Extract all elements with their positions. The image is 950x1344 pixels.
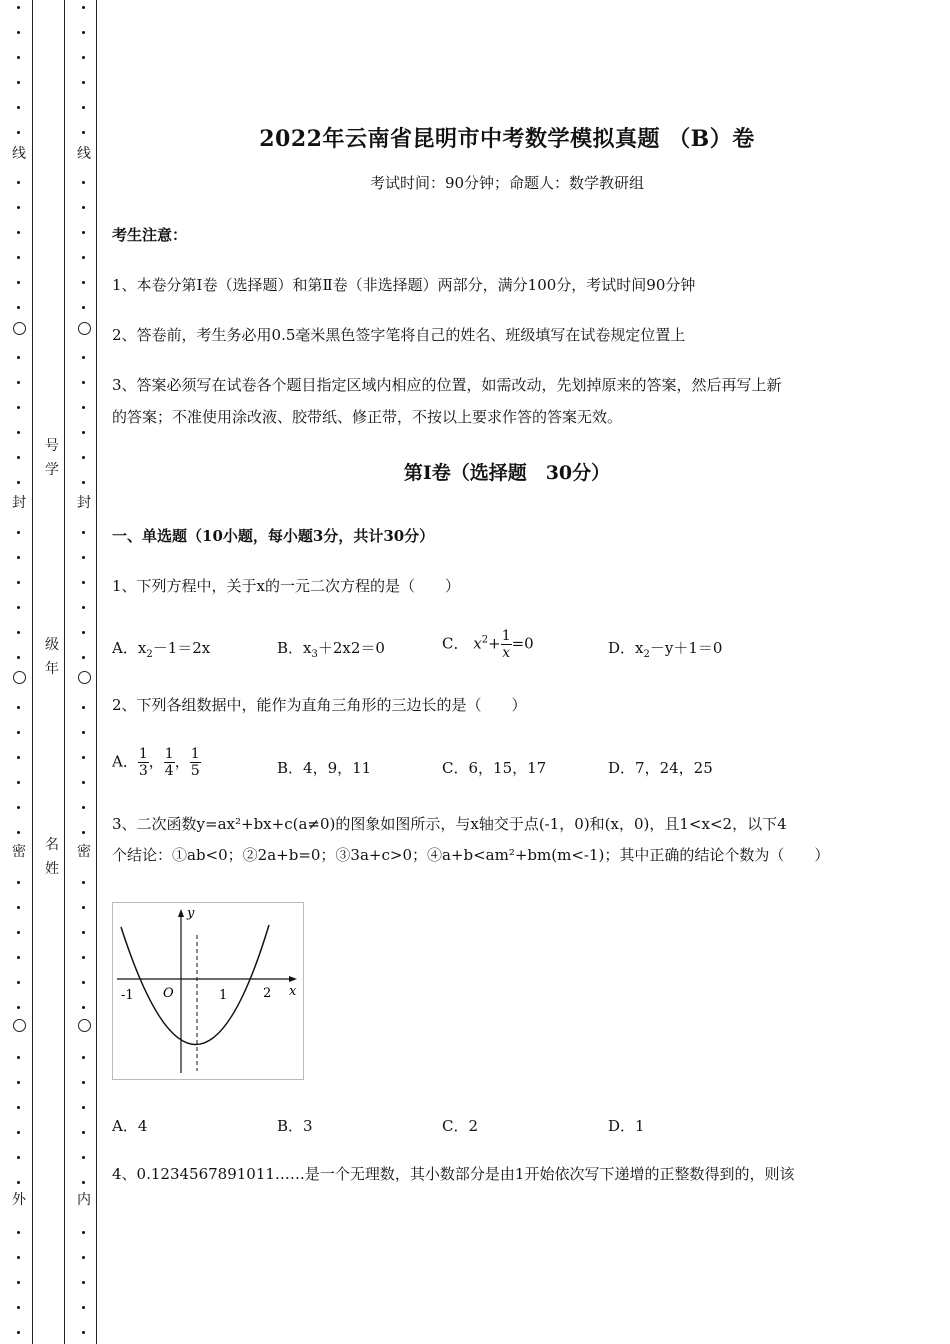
- label-char: 学: [45, 462, 59, 478]
- circle-mark: [78, 1019, 91, 1032]
- student-number-label: [40, 434, 64, 482]
- label-char: 号: [45, 438, 59, 454]
- cut-dot: [17, 281, 20, 284]
- notice-item-3-line-2: 的答案；不准使用涂改液、胶带纸、修正带，不按以上要求作答的答案无效。: [112, 408, 623, 426]
- seal-mark-line-outer: 线: [12, 146, 26, 162]
- circle-mark: [13, 322, 26, 335]
- question-1-option-d: D．$x_2-y+1=0$: [608, 639, 723, 660]
- circle-mark: [78, 671, 91, 684]
- cut-dot: [82, 1106, 85, 1109]
- cut-dot: [17, 1231, 20, 1234]
- cut-dot: [82, 231, 85, 234]
- cut-dot: [17, 206, 20, 209]
- cut-dot: [17, 481, 20, 484]
- cut-dot: [17, 131, 20, 134]
- cut-dot: [17, 556, 20, 559]
- cut-dot: [17, 381, 20, 384]
- label-char: 级: [45, 637, 59, 653]
- cut-dot: [17, 456, 20, 459]
- seal-mark-line-inner: 线: [77, 146, 91, 162]
- notice-heading: 考生注意：: [112, 226, 188, 244]
- question-2-option-d: D．7，24，25: [608, 759, 713, 777]
- cut-dot: [17, 906, 20, 909]
- cut-dot: [17, 306, 20, 309]
- cut-dot: [82, 1006, 85, 1009]
- cut-dot: [17, 1181, 20, 1184]
- question-1-option-a: A．$x_2-1=2x$: [112, 639, 211, 660]
- cut-dot: [17, 406, 20, 409]
- circle-mark: [13, 671, 26, 684]
- cut-dot: [82, 256, 85, 259]
- option-text: x: [137, 639, 147, 657]
- question-2-stem: 2、下列各组数据中，能作为直角三角形的三边长的是（ ）: [112, 696, 527, 714]
- question-3-option-b: B．3: [277, 1117, 313, 1135]
- grade-label: [40, 633, 64, 681]
- notice-item-1: 1、本卷分第Ⅰ卷（选择题）和第Ⅱ卷（非选择题）两部分，满分100分，考试时间90分钟: [112, 276, 696, 294]
- cut-dot: [17, 106, 20, 109]
- exam-subtitle: 考试时间：90分钟；命题人：数学教研组: [369, 174, 645, 192]
- cut-dot: [17, 1006, 20, 1009]
- cut-dot: [17, 1106, 20, 1109]
- parabola-graph-svg: [113, 903, 303, 1079]
- cut-dot: [17, 1156, 20, 1159]
- cut-dot: [17, 606, 20, 609]
- question-3-option-c: C．2: [442, 1117, 479, 1135]
- question-2-option-b: B．4，9，11: [277, 759, 372, 777]
- fraction-denominator: 5: [190, 763, 200, 779]
- cut-dot: [82, 931, 85, 934]
- cut-dot: [82, 706, 85, 709]
- question-1-option-c: C． $x^2+$ $\frac{1}{x}$ =0: [442, 628, 534, 661]
- cut-dot: [17, 1331, 20, 1334]
- gutter-line-middle: [64, 0, 65, 1344]
- cut-dot: [17, 1281, 20, 1284]
- cut-dot: [82, 531, 85, 534]
- y-axis-label: y: [187, 906, 195, 921]
- cut-dot: [82, 456, 85, 459]
- option-label: B．: [277, 639, 304, 657]
- cut-dot: [17, 581, 20, 584]
- cut-dot: [82, 881, 85, 884]
- cut-dot: [17, 31, 20, 34]
- cut-dot: [82, 356, 85, 359]
- cut-dot: [17, 231, 20, 234]
- origin-label: O: [163, 986, 174, 1001]
- cut-dot: [82, 756, 85, 759]
- cut-dot: [17, 1081, 20, 1084]
- cut-dot: [17, 831, 20, 834]
- cut-dot: [82, 56, 85, 59]
- cut-dot: [17, 431, 20, 434]
- cut-dot: [17, 256, 20, 259]
- part-heading: 一、单选题（10小题，每小题3分，共计30分）: [112, 527, 435, 545]
- cut-dot: [17, 656, 20, 659]
- cut-dot: [82, 6, 85, 9]
- cut-dot: [17, 56, 20, 59]
- option-label: D．: [608, 639, 636, 657]
- cut-dot: [82, 656, 85, 659]
- cut-dot: [82, 81, 85, 84]
- name-label: [40, 833, 64, 881]
- seal-mark-secret-inner: 密: [77, 844, 91, 860]
- notice-item-3-line-1: 3、答案必须写在试卷各个题目指定区域内相应的位置，如需改动，先划掉原来的答案，然后再写上新: [112, 376, 782, 394]
- cut-dot: [82, 631, 85, 634]
- question-4-stem: 4、0.1234567891011……是一个无理数，其小数部分是由1开始依次写下递增的正整数得到的，则该: [112, 1165, 795, 1183]
- notice-item-2: 2、答卷前，考生务必用0.5毫米黑色签字笔将自己的姓名、班级填写在试卷规定位置上: [112, 326, 686, 344]
- cut-dot: [82, 1131, 85, 1134]
- exam-title: 2022年云南省昆明市中考数学模拟真题 （B）卷: [259, 126, 755, 152]
- tick-label-neg1: -1: [121, 988, 134, 1003]
- fraction-denominator: 3: [138, 763, 148, 779]
- cut-dot: [82, 806, 85, 809]
- cut-dot: [17, 806, 20, 809]
- label-char: 姓: [45, 861, 59, 877]
- cut-dot: [17, 356, 20, 359]
- cut-dot: [82, 281, 85, 284]
- cut-dot: [82, 1081, 85, 1084]
- label-char: 年: [45, 661, 59, 677]
- cut-dot: [82, 1331, 85, 1334]
- x-axis-label: x: [289, 984, 297, 999]
- cut-dot: [17, 731, 20, 734]
- fraction-numerator: 1: [138, 746, 148, 762]
- cut-dot: [17, 1131, 20, 1134]
- cut-dot: [82, 1256, 85, 1259]
- cut-dot: [82, 481, 85, 484]
- question-2-option-c: C．6，15，17: [442, 759, 547, 777]
- cut-dot: [17, 881, 20, 884]
- seal-mark-inside: 内: [77, 1192, 91, 1208]
- tick-label-2: 2: [263, 986, 272, 1001]
- cut-dot: [82, 1306, 85, 1309]
- cut-dot: [82, 1181, 85, 1184]
- cut-dot: [17, 781, 20, 784]
- cut-dot: [17, 81, 20, 84]
- section-title: 第Ⅰ卷（选择题 30分）: [403, 462, 611, 484]
- question-3-stem-line-1: 3、二次函数y=ax²+bx+c(a≠0)的图象如图所示，与x轴交于点(-1，0)和(x，0)，且1<x<2，以下4: [112, 815, 787, 833]
- gutter-line-inner: [96, 0, 97, 1344]
- cut-dot: [82, 781, 85, 784]
- question-3-option-d: D．1: [608, 1117, 645, 1135]
- seal-mark-secret-outer: 密: [12, 844, 26, 860]
- question-3-option-a: A．4: [112, 1117, 148, 1135]
- parabola-curve: [121, 925, 272, 1045]
- circle-mark: [13, 1019, 26, 1032]
- cut-dot: [17, 931, 20, 934]
- gutter-line-outer: [32, 0, 33, 1344]
- tick-label-1: 1: [219, 988, 228, 1003]
- option-label: A．: [112, 639, 138, 657]
- cut-dot: [82, 106, 85, 109]
- cut-dot: [82, 181, 85, 184]
- question-3-stem-line-2: 个结论：①ab<0；②2a+b=0；③3a+c>0；④a+b<am²+bm(m<-1)；其中正确的结论个数为（ ）: [112, 846, 830, 864]
- x-axis-arrow: [289, 976, 297, 982]
- cut-dot: [82, 581, 85, 584]
- seal-mark-seal-outer: 封: [12, 495, 26, 511]
- cut-dot: [82, 306, 85, 309]
- parabola-graph: [112, 902, 304, 1080]
- cut-dot: [82, 831, 85, 834]
- cut-dot: [82, 1231, 85, 1234]
- cut-dot: [17, 756, 20, 759]
- cut-dot: [17, 706, 20, 709]
- seal-mark-outside: 外: [12, 1192, 26, 1208]
- cut-dot: [82, 956, 85, 959]
- cut-dot: [17, 1306, 20, 1309]
- cut-dot: [82, 131, 85, 134]
- cut-dot: [82, 556, 85, 559]
- cut-dot: [82, 981, 85, 984]
- cut-dot: [82, 606, 85, 609]
- cut-dot: [17, 1056, 20, 1059]
- binding-margin: [0, 0, 100, 1344]
- question-1-stem: 1、下列方程中，关于x的一元二次方程的是（ ）: [112, 577, 461, 595]
- option-label: A．: [112, 752, 138, 771]
- cut-dot: [82, 206, 85, 209]
- cut-dot: [17, 981, 20, 984]
- cut-dot: [17, 531, 20, 534]
- cut-dot: [82, 406, 85, 409]
- cut-dot: [82, 31, 85, 34]
- cut-dot: [17, 6, 20, 9]
- cut-dot: [82, 1156, 85, 1159]
- cut-dot: [17, 956, 20, 959]
- question-2-option-a: A． $\frac{1}{3}$ ， $\frac{1}{4}$ ， $\frac{1}{5}$: [112, 746, 200, 779]
- question-1-option-b: B．$x_3+2x2=0$: [277, 639, 385, 660]
- cut-dot: [82, 906, 85, 909]
- cut-dot: [82, 731, 85, 734]
- cut-dot: [82, 381, 85, 384]
- seal-mark-seal-inner: 封: [77, 495, 91, 511]
- fraction-denominator: 4: [164, 763, 174, 779]
- circle-mark: [78, 322, 91, 335]
- cut-dot: [82, 1056, 85, 1059]
- label-char: 名: [45, 837, 59, 853]
- option-label: C．: [442, 634, 469, 653]
- cut-dot: [17, 181, 20, 184]
- y-axis-arrow: [178, 909, 184, 917]
- cut-dot: [82, 431, 85, 434]
- cut-dot: [17, 631, 20, 634]
- cut-dot: [17, 1256, 20, 1259]
- cut-dot: [82, 1281, 85, 1284]
